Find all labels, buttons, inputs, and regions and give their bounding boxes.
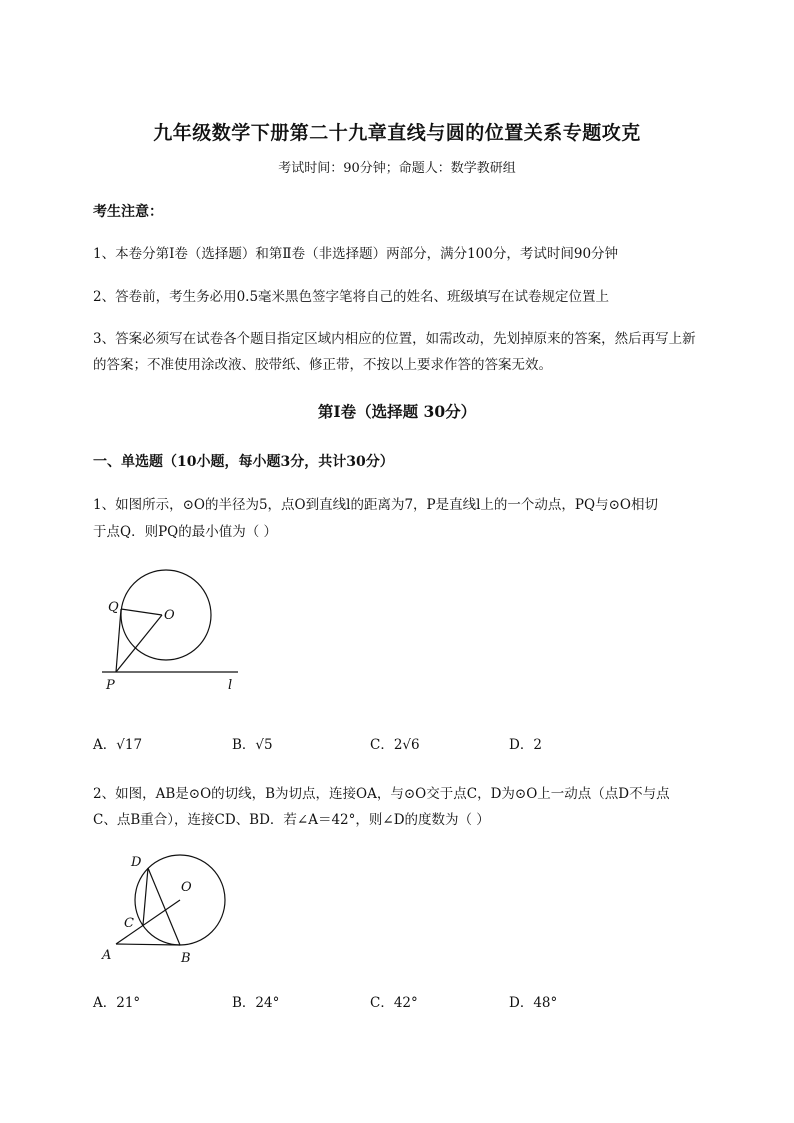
label-d: D xyxy=(131,855,142,870)
question-1-text: 1、如图所示，⊙O的半径为5，点O到直线l的距离为7，P是直线l上的一个动点，PQ与⊙O相切 xyxy=(93,497,658,513)
segment-pq xyxy=(116,609,121,672)
part-title: 一、单选题（10小题，每小题3分，共计30分） xyxy=(93,454,394,470)
segment-po xyxy=(116,615,162,672)
notice-item-1: 1、本卷分第I卷（选择题）和第Ⅱ卷（非选择题）两部分，满分100分，考试时间90分钟 xyxy=(93,246,619,262)
question-2-option-d: D．48° xyxy=(509,995,558,1011)
label-p: P xyxy=(106,678,115,693)
question-1-text-cont: 于点Q．则PQ的最小值为（ ） xyxy=(93,524,278,540)
notice-item-3-cont: 的答案；不准使用涂改液、胶带纸、修正带，不按以上要求作答的答案无效。 xyxy=(93,357,552,373)
segment-qo xyxy=(121,609,162,615)
question-1-figure xyxy=(96,565,246,695)
label-b: B xyxy=(181,951,191,966)
question-2-option-b: B．24° xyxy=(232,995,280,1011)
question-1-option-d: D．2 xyxy=(509,737,542,753)
label-c: C xyxy=(124,916,134,931)
exam-info: 考试时间：90分钟；命题人：数学教研组 xyxy=(278,161,516,176)
question-2-text: 2、如图，AB是⊙O的切线，B为切点，连接OA，与⊙O交于点C，D为⊙O上一动点（点D不与点 xyxy=(93,786,670,802)
question-2-figure xyxy=(98,848,238,973)
label-q: Q xyxy=(108,600,119,615)
segment-bd xyxy=(148,868,180,945)
label-o: O xyxy=(181,880,192,895)
page-title: 九年级数学下册第二十九章直线与圆的位置关系专题攻克 xyxy=(153,122,641,144)
question-1-option-c: C．2√6 xyxy=(370,737,420,753)
question-1-option-b: B．√5 xyxy=(232,737,273,753)
notice-heading: 考生注意： xyxy=(93,204,163,220)
segment-cd xyxy=(143,868,148,925)
question-1-option-a: A．√17 xyxy=(93,737,143,753)
label-a: A xyxy=(102,948,112,963)
notice-item-3: 3、答案必须写在试卷各个题目指定区域内相应的位置，如需改动，先划掉原来的答案，然后再写上新 xyxy=(93,331,696,347)
section-title: 第I卷（选择题 30分） xyxy=(317,402,477,421)
label-l: l xyxy=(228,678,233,693)
question-2-option-a: A．21° xyxy=(93,995,141,1011)
label-o: O xyxy=(164,608,175,623)
question-2-text-cont: C、点B重合），连接CD、BD．若∠A＝42°，则∠D的度数为（ ） xyxy=(93,812,490,828)
notice-item-2: 2、答卷前，考生务必用0.5毫米黑色签字笔将自己的姓名、班级填写在试卷规定位置上 xyxy=(93,289,610,305)
question-2-option-c: C．42° xyxy=(370,995,418,1011)
